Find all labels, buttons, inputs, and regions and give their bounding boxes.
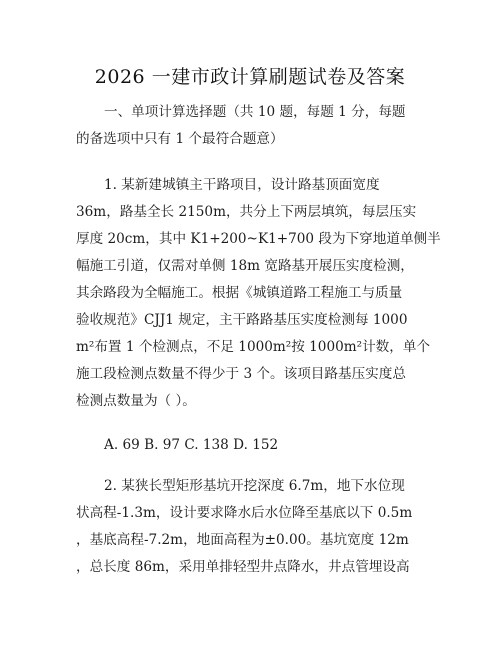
- question-text-line: m²布置 1 个检测点，不足 1000m²按 1000m²计数，单个: [76, 339, 431, 355]
- section-heading-line: 的备选项中只有 1 个最符合题意）: [76, 131, 284, 147]
- question-text-line: ，基底高程-7.2m，地面高程为±0.00。基坑宽度 12m: [76, 532, 409, 548]
- section-heading: [76, 99, 448, 153]
- question-2: [76, 473, 448, 581]
- answer-options: A. 69 B. 97 C. 138 D. 152: [104, 437, 279, 453]
- question-text-line: 检测点数量为（ ）。: [76, 393, 196, 409]
- section-heading-line: 一、单项计算选择题（共 10 题，每题 1 分，每题: [104, 104, 406, 120]
- question-text-line: 验收规范》CJJ1 规定，主干路路基压实度检测每 1000: [76, 312, 408, 328]
- question-text-line: 厚度 20cm，其中 K1+200~K1+700 段为下穿地道单侧半: [76, 231, 441, 247]
- question-text-line: 2. 某狭长型矩形基坑开挖深度 6.7m，地下水位现: [104, 478, 405, 494]
- question-1-options: [76, 432, 448, 459]
- question-text-line: 36m，路基全长 2150m，共分上下两层填筑，每层压实: [76, 204, 417, 220]
- question-text-line: ，总长度 86m，采用单排轻型井点降水，井点管埋设高: [76, 559, 410, 575]
- document-title: 2026 一建市政计算刷题试卷及答案: [94, 66, 406, 88]
- question-text-line: 1. 某新建城镇主干路项目，设计路基顶面宽度: [104, 177, 380, 193]
- question-text-line: 施工段检测点数量不得少于 3 个。该项目路基压实度总: [76, 366, 406, 382]
- question-1: [76, 172, 448, 415]
- question-text-line: 其余路段为全幅施工。根据《城镇道路工程施工与质量: [76, 285, 403, 301]
- question-text-line: 状高程-1.3m，设计要求降水后水位降至基底以下 0.5m: [76, 505, 413, 521]
- question-text-line: 幅施工引道，仅需对单侧 18m 宽路基开展压实度检测，: [76, 258, 414, 274]
